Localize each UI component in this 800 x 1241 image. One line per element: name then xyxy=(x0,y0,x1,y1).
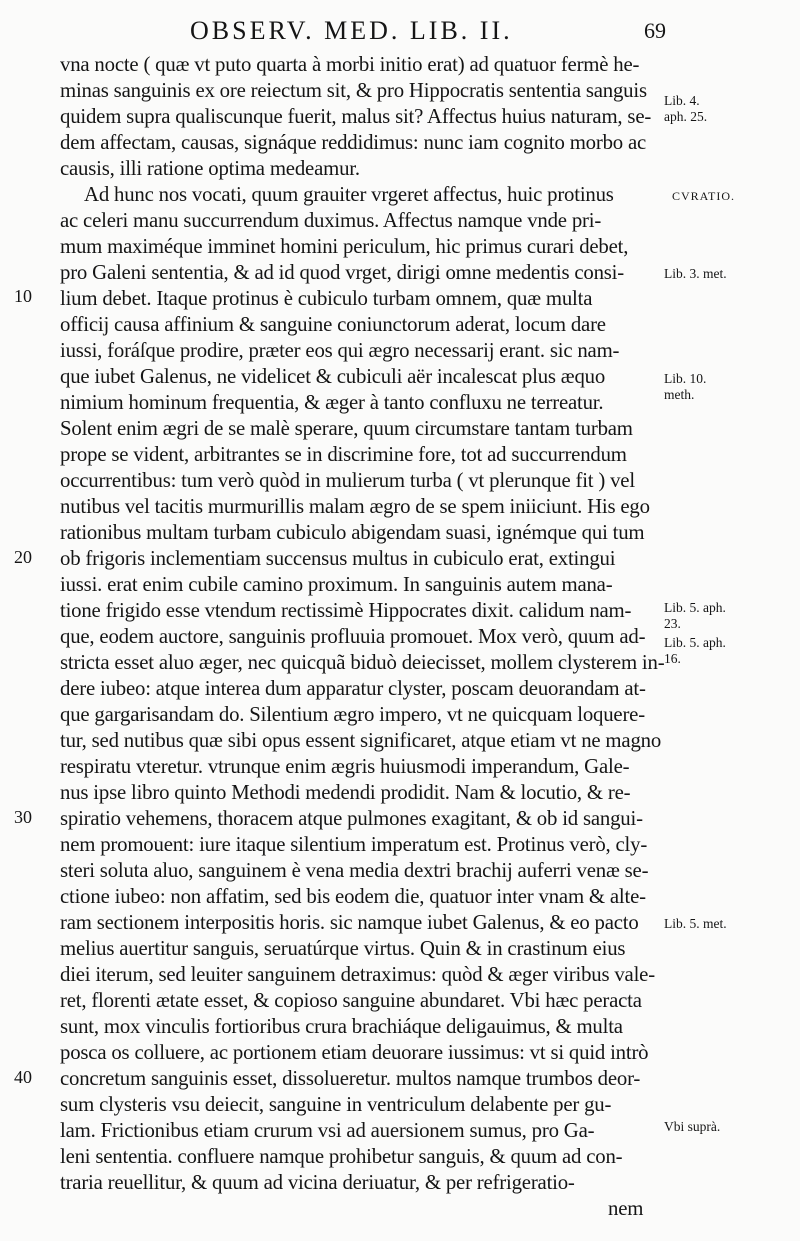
text-line: tur, sed nutibus quæ sibi opus essent significaret, atque etiam vt ne magno xyxy=(60,729,662,752)
text-line: spiratio vehemens, thoracem atque pulmones exagitant, & ob id sangui- xyxy=(60,807,643,830)
text-line: dem affectam, causas, signáque reddidimus: nunc iam cognito morbo ac xyxy=(60,131,647,154)
text-line: lium debet. Itaque protinus è cubiculo turbam omnem, quæ multa xyxy=(60,287,593,310)
page-number: 69 xyxy=(644,18,666,43)
margin-note: Lib. 10. meth. xyxy=(664,371,707,402)
text-line: nutibus vel tacitis murmurillis malam ægro de se spem iniiciunt. His ego xyxy=(60,495,650,518)
catchword: nem xyxy=(608,1197,644,1220)
text-line: causis, illi ratione optima medeamur. xyxy=(60,157,360,180)
text-line: pro Galeni sententia, & ad id quod vrget, dirigi omne medentis consi- xyxy=(60,261,624,284)
text-line: ac celeri manu succurrendum duximus. Affectus namque vnde pri- xyxy=(60,209,602,232)
text-line: iussi, foráſque prodire, præter eos qui ægro necessarij erant. sic nam- xyxy=(60,339,620,362)
line-number: 30 xyxy=(14,807,32,827)
text-line: ob frigoris inclementiam succensus multus in cubiculo erat, extingui xyxy=(60,547,616,570)
margin-note: Lib. 5. aph. 16. xyxy=(664,635,726,666)
text-line: leni sententia. confluere namque prohibetur sanguis, & quum ad con- xyxy=(60,1145,623,1168)
text-line: lam. Frictionibus etiam crurum vsi ad auersionem sumus, pro Ga- xyxy=(60,1119,595,1142)
text-line: ram sectionem interpositis horis. sic namque iubet Galenus, & eo pacto xyxy=(60,911,639,934)
text-line: nus ipse libro quinto Methodi medendi prodidit. Nam & locutio, & re- xyxy=(60,781,631,804)
margin-note: Lib. 3. met. xyxy=(664,266,727,281)
margin-note: Lib. 5. aph. 23. xyxy=(664,600,726,631)
text-line: occurrentibus: tum verò quòd in mulierum turba ( vt plerunque fit ) vel xyxy=(60,469,635,492)
running-head: OBSERV. MED. LIB. II. xyxy=(190,16,513,45)
text-line: nimium hominum frequentia, & æger à tanto confluxu ne terreatur. xyxy=(60,391,604,414)
line-number: 20 xyxy=(14,547,32,567)
text-line: ctione iubeo: non affatim, sed bis eodem die, quatuor inter vnam & alte- xyxy=(60,885,646,908)
text-line: stricta esset aluo æger, nec quicquã biduò deiecisset, mollem clysterem in- xyxy=(60,651,665,674)
text-line: respiratu vteretur. vtrunque enim ægris huiusmodi imperandum, Gale- xyxy=(60,755,630,778)
text-line: que, eodem auctore, sanguinis profluuia promouet. Mox verò, quum ad- xyxy=(60,625,646,648)
text-line: iussi. erat enim cubile camino proximum. In sanguinis autem mana- xyxy=(60,573,613,596)
text-line: vna nocte ( quæ vt puto quarta à morbi initio erat) ad quatuor fermè he- xyxy=(60,53,640,76)
text-line: steri soluta aluo, sanguinem è vena media dextri brachij auferri venæ se- xyxy=(60,859,649,882)
text-line: prope se vident, arbitrantes se in discrimine fore, tot ad succurrendum xyxy=(60,443,627,466)
margin-note: Lib. 4. aph. 25. xyxy=(664,93,708,124)
margin-notes xyxy=(664,0,800,1241)
text-line: que gargarisandam do. Silentium ægro impero, vt ne quicquam loquere- xyxy=(60,703,645,726)
line-number: 10 xyxy=(14,286,32,306)
text-line: traria reuellitur, & quum ad vicina deriuatur, & per refrigeratio- xyxy=(60,1171,575,1194)
text-line: quidem supra qualiscunque fuerit, malus sit? Affectus huius naturam, se- xyxy=(60,105,652,128)
text-line: minas sanguinis ex ore reiectum sit, & pro Hippocratis sententia sanguis xyxy=(60,79,647,102)
text-line: concretum sanguinis esset, dissolueretur. multos namque trumbos deor- xyxy=(60,1067,641,1090)
text-line: posca os colluere, ac portionem etiam deuorare iussimus: vt si quid intrò xyxy=(60,1041,649,1064)
text-line: ret, florenti ætate esset, & copioso sanguine abundaret. Vbi hæc peracta xyxy=(60,989,642,1012)
text-line: sunt, mox vinculis fortioribus crura brachiáque deligauimus, & multa xyxy=(60,1015,623,1038)
text-line: dere iubeo: atque interea dum apparatur clyster, poscam deuorandam at- xyxy=(60,677,646,700)
text-line: diei iterum, sed leuiter sanguinem detraximus: quòd & æger viribus vale- xyxy=(60,963,655,986)
line-number-column xyxy=(0,0,60,1241)
text-line: rationibus multam turbam cubiculo abigendam suasi, ignémque qui tum xyxy=(60,521,645,544)
text-line: mum maximéque imminet homini periculum, hic primus curari debet, xyxy=(60,235,629,258)
text-line: nem promouent: iure itaque silentium imperatum est. Protinus verò, cly- xyxy=(60,833,648,856)
text-line: Solent enim ægri de se malè sperare, quum circumstare tantam turbam xyxy=(60,417,633,440)
text-line: sum clysteris vsu deiecit, sanguine in ventriculum delabente per gu- xyxy=(60,1093,612,1116)
margin-note: Lib. 5. met. xyxy=(664,916,727,931)
text-line: melius auertitur sanguis, seruatúrque virtus. Quin & in crastinum eius xyxy=(60,937,626,960)
text-line: que iubet Galenus, ne videlicet & cubiculi aër incalescat plus æquo xyxy=(60,365,606,388)
text-line: Ad hunc nos vocati, quum grauiter vrgeret affectus, huic protinus xyxy=(84,183,614,206)
text-line: tione frigido esse vtendum rectissimè Hippocrates dixit. calidum nam- xyxy=(60,599,632,622)
margin-note: CVRATIO. xyxy=(672,189,736,203)
line-number: 40 xyxy=(14,1067,32,1087)
margin-note: Vbi suprà. xyxy=(664,1119,721,1134)
text-line: officij causa affinium & sanguine coniunctorum aderat, locum dare xyxy=(60,313,606,336)
